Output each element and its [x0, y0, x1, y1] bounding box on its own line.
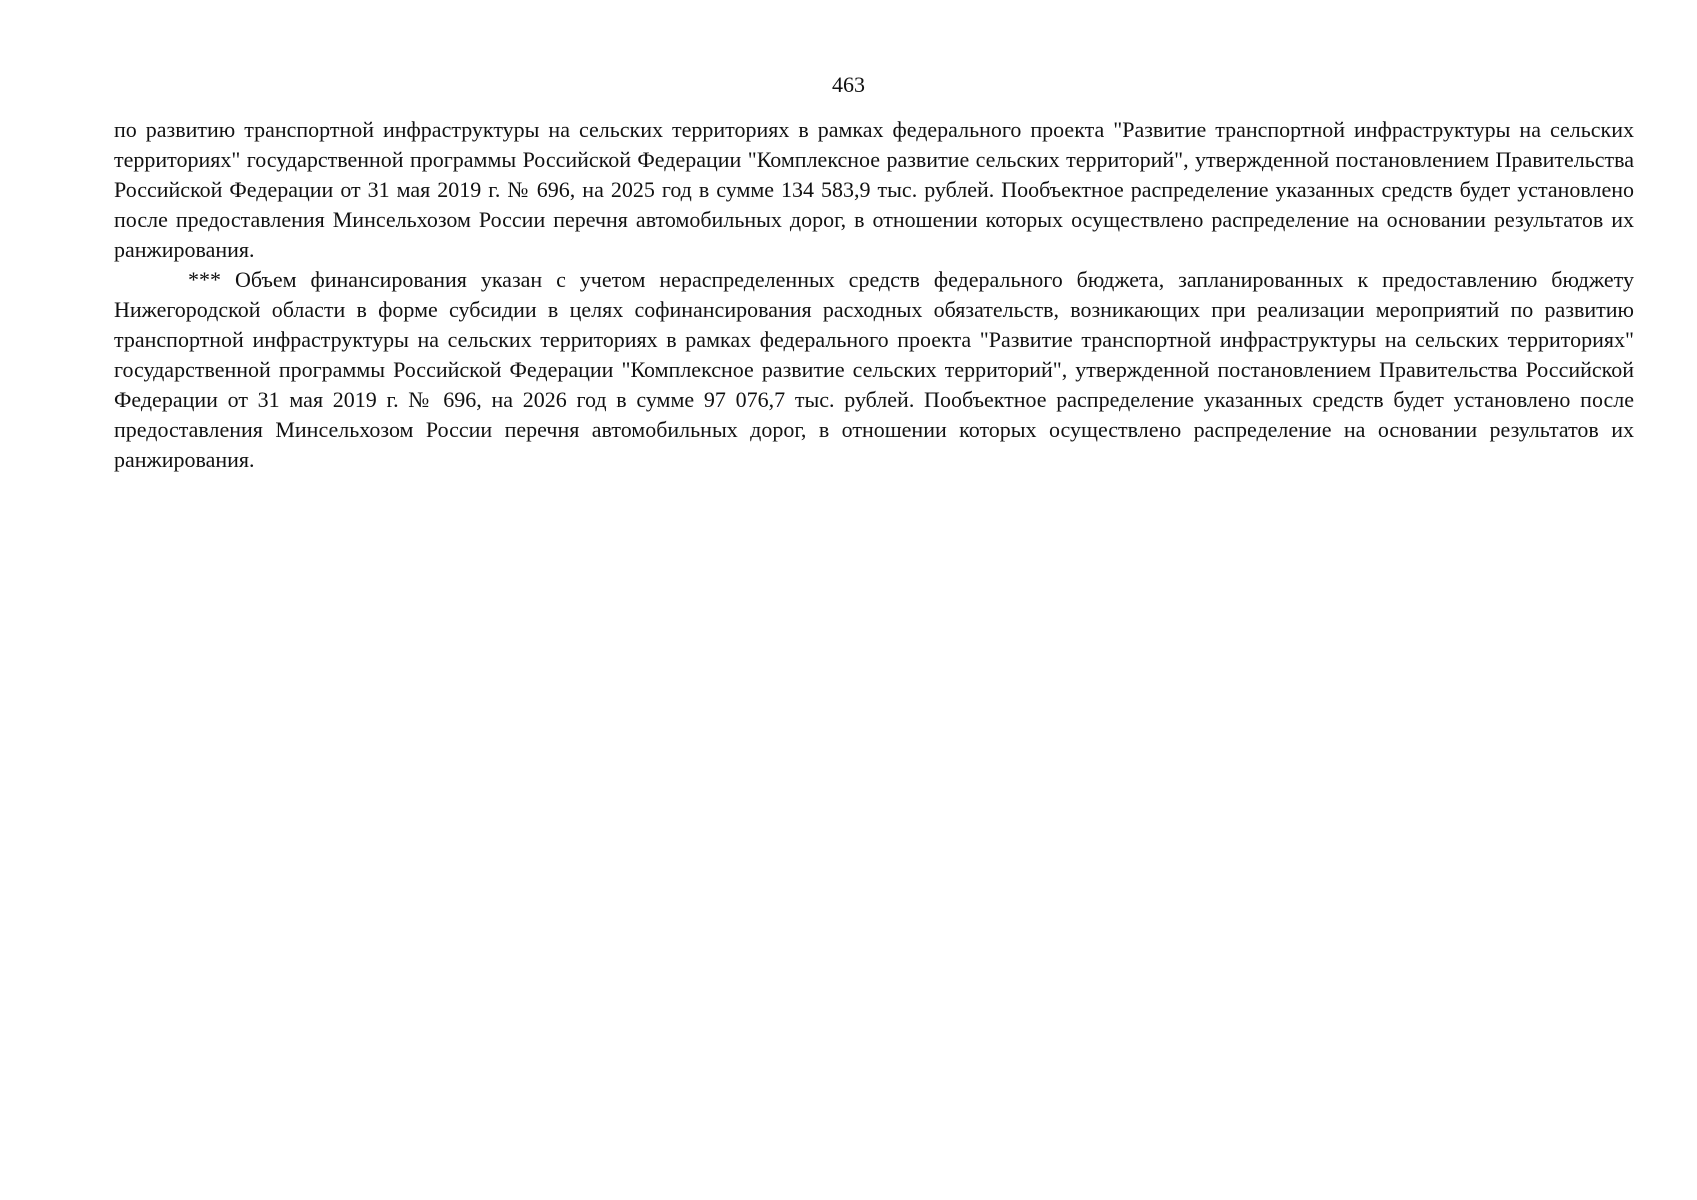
paragraph-continued: по развитию транспортной инфраструктуры на сельских территориях в рамках федерального проекта "Развитие транспортной инфраструктуры на сельских территориях" государственной программы Российской Федерации "Комплексное развитие сельских территорий", утвержденной постановлением Правительства Российской Федерации от 31 мая 2019 г. № 696, на 2025 год в сумме 134 583,9 тыс. рублей. Пообъектное распределение указанных средств будет установлено после предоставления Минсельхозом России перечня автомобильных дорог, в отношении которых осуществлено распределение на основании результатов их ранжирования.: [114, 117, 1634, 262]
document-body: [114, 115, 1634, 475]
paragraph-footnote-triple-asterisk: *** Объем финансирования указан с учетом нераспределенных средств федерального бюджета, запланированных к предоставлению бюджету Нижегородской области в форме субсидии в целях софинансирования расходных обязательств, возникающих при реализации мероприятий по развитию транспортной инфраструктуры на сельских территориях в рамках федерального проекта "Развитие транспортной инфраструктуры на сельских территориях" государственной программы Российской Федерации "Комплексное развитие сельских территорий", утвержденной постановлением Правительства Российской Федерации от 31 мая 2019 г. № 696, на 2026 год в сумме 97 076,7 тыс. рублей. Пообъектное распределение указанных средств будет установлено после предоставления Минсельхозом России перечня автомобильных дорог, в отношении которых осуществлено распределение на основании результатов их ранжирования.: [114, 267, 1634, 472]
page-number: 463: [832, 72, 865, 97]
